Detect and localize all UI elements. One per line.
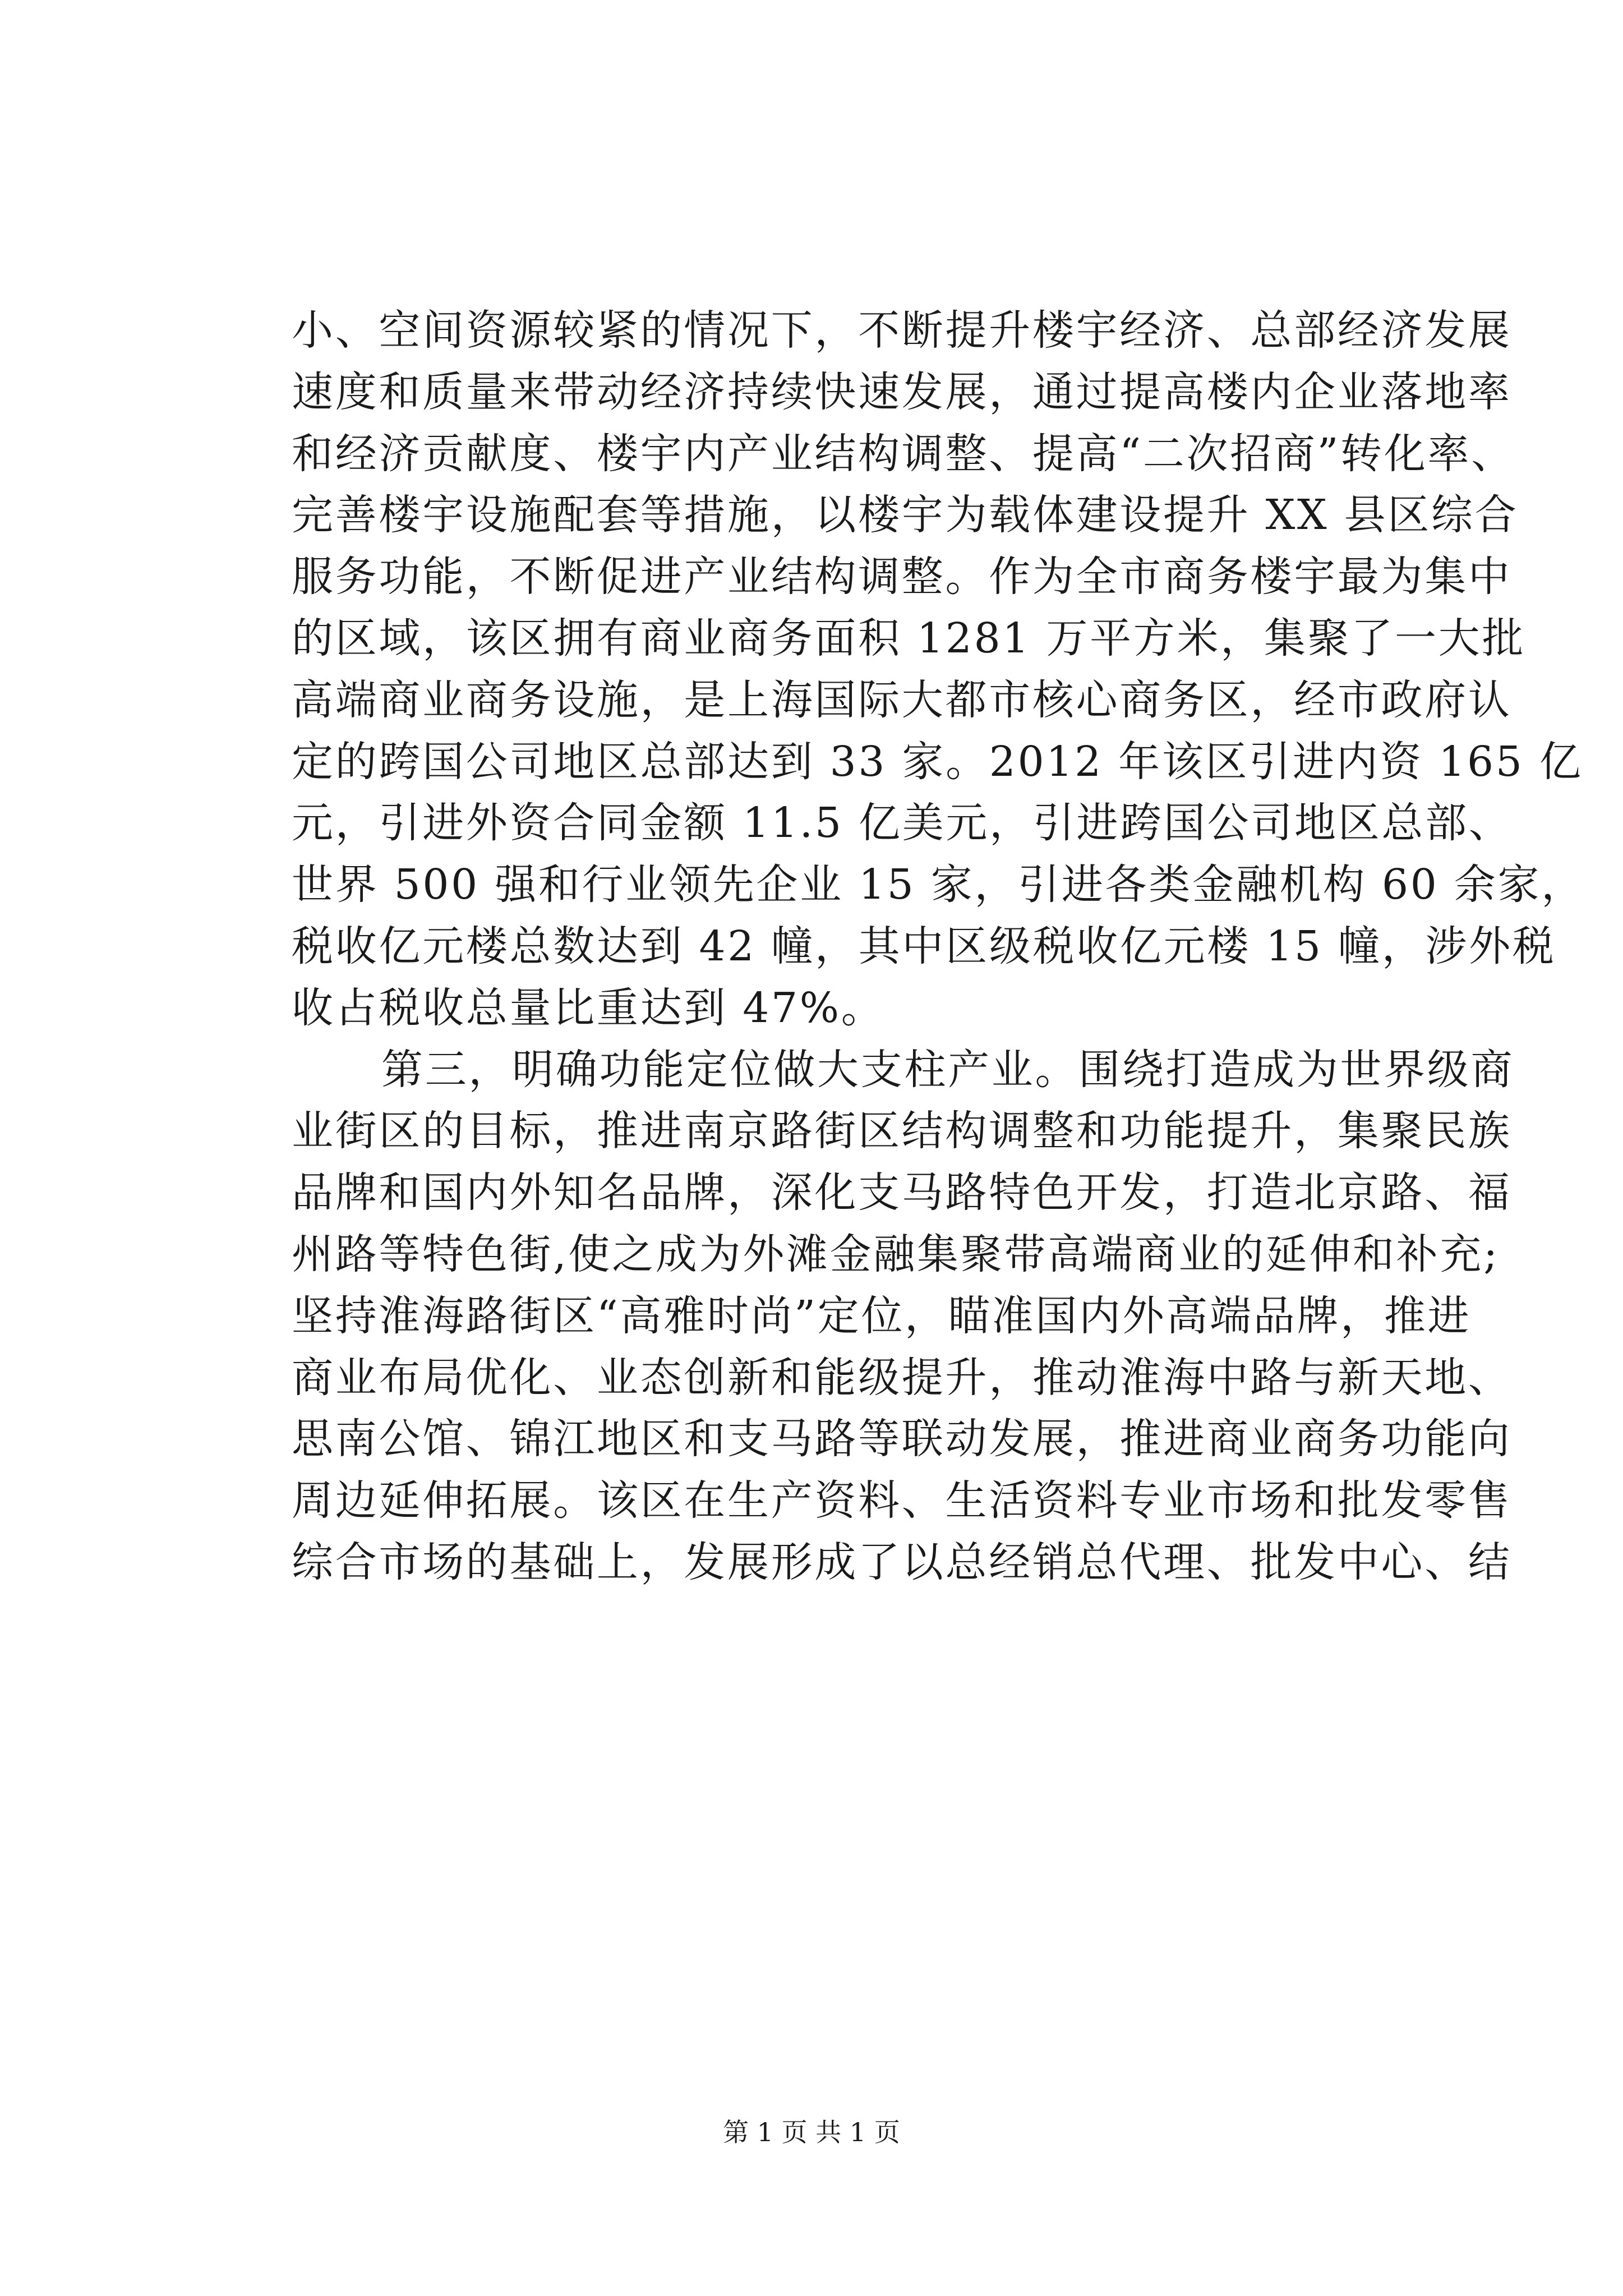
text-line: 业街区的目标，推进南京路街区结构调整和功能提升，集聚民族 <box>292 1107 1512 1156</box>
text-line: 速度和质量来带动经济持续快速发展，通过提高楼内企业落地率 <box>292 367 1512 416</box>
text-line: 小、空间资源较紧的情况下，不断提升楼宇经济、总部经济发展 <box>292 306 1512 355</box>
text-line: 和经济贡献度、楼宇内产业结构调整、提高“二次招商”转化率、 <box>292 429 1515 478</box>
text-line: 商业布局优化、业态创新和能级提升，推动淮海中路与新天地、 <box>292 1353 1512 1402</box>
text-line: 完善楼宇设施配套等措施，以楼宇为载体建设提升 XX 县区综合 <box>292 491 1519 540</box>
text-line: 州路等特色街,使之成为外滩金融集聚带高端商业的延伸和补充; <box>292 1230 1500 1278</box>
text-line: 思南公馆、锦江地区和支马路等联动发展，推进商业商务功能向 <box>292 1415 1512 1464</box>
text-line: 税收亿元楼总数达到 42 幢，其中区级税收亿元楼 15 幢，涉外税 <box>292 922 1556 970</box>
text-line: 元，引进外资合同金额 11.5 亿美元，引进跨国公司地区总部、 <box>292 799 1513 848</box>
text-line: 综合市场的基础上，发展形成了以总经销总代理、批发中心、结 <box>292 1538 1512 1586</box>
paragraph-start-line: 第三，明确功能定位做大支柱产业。围绕打造成为世界级商 <box>381 1045 1515 1094</box>
text-line: 坚持淮海路街区“高雅时尚”定位，瞄准国内外高端品牌，推进 <box>292 1291 1472 1340</box>
text-line: 周边延伸拓展。该区在生产资料、生活资料专业市场和批发零售 <box>292 1476 1512 1525</box>
text-line: 世界 500 强和行业领先企业 15 家，引进各类金融机构 60 余家， <box>292 861 1585 909</box>
text-line: 的区域，该区拥有商业商务面积 1281 万平方米，集聚了一大批 <box>292 614 1526 662</box>
document-body <box>292 300 1585 1594</box>
text-line: 品牌和国内外知名品牌，深化支马路特色开发，打造北京路、福 <box>292 1168 1512 1217</box>
text-line: 收占税收总量比重达到 47%。 <box>292 983 885 1032</box>
text-line: 服务功能，不断促进产业结构调整。作为全市商务楼宇最为集中 <box>292 553 1512 601</box>
text-line: 高端商业商务设施，是上海国际大都市核心商务区，经市政府认 <box>292 675 1512 724</box>
text-line: 定的跨国公司地区总部达到 33 家。2012 年该区引进内资 165 亿 <box>292 737 1583 786</box>
page-footer: 第 1 页 共 1 页 <box>723 2117 900 2147</box>
